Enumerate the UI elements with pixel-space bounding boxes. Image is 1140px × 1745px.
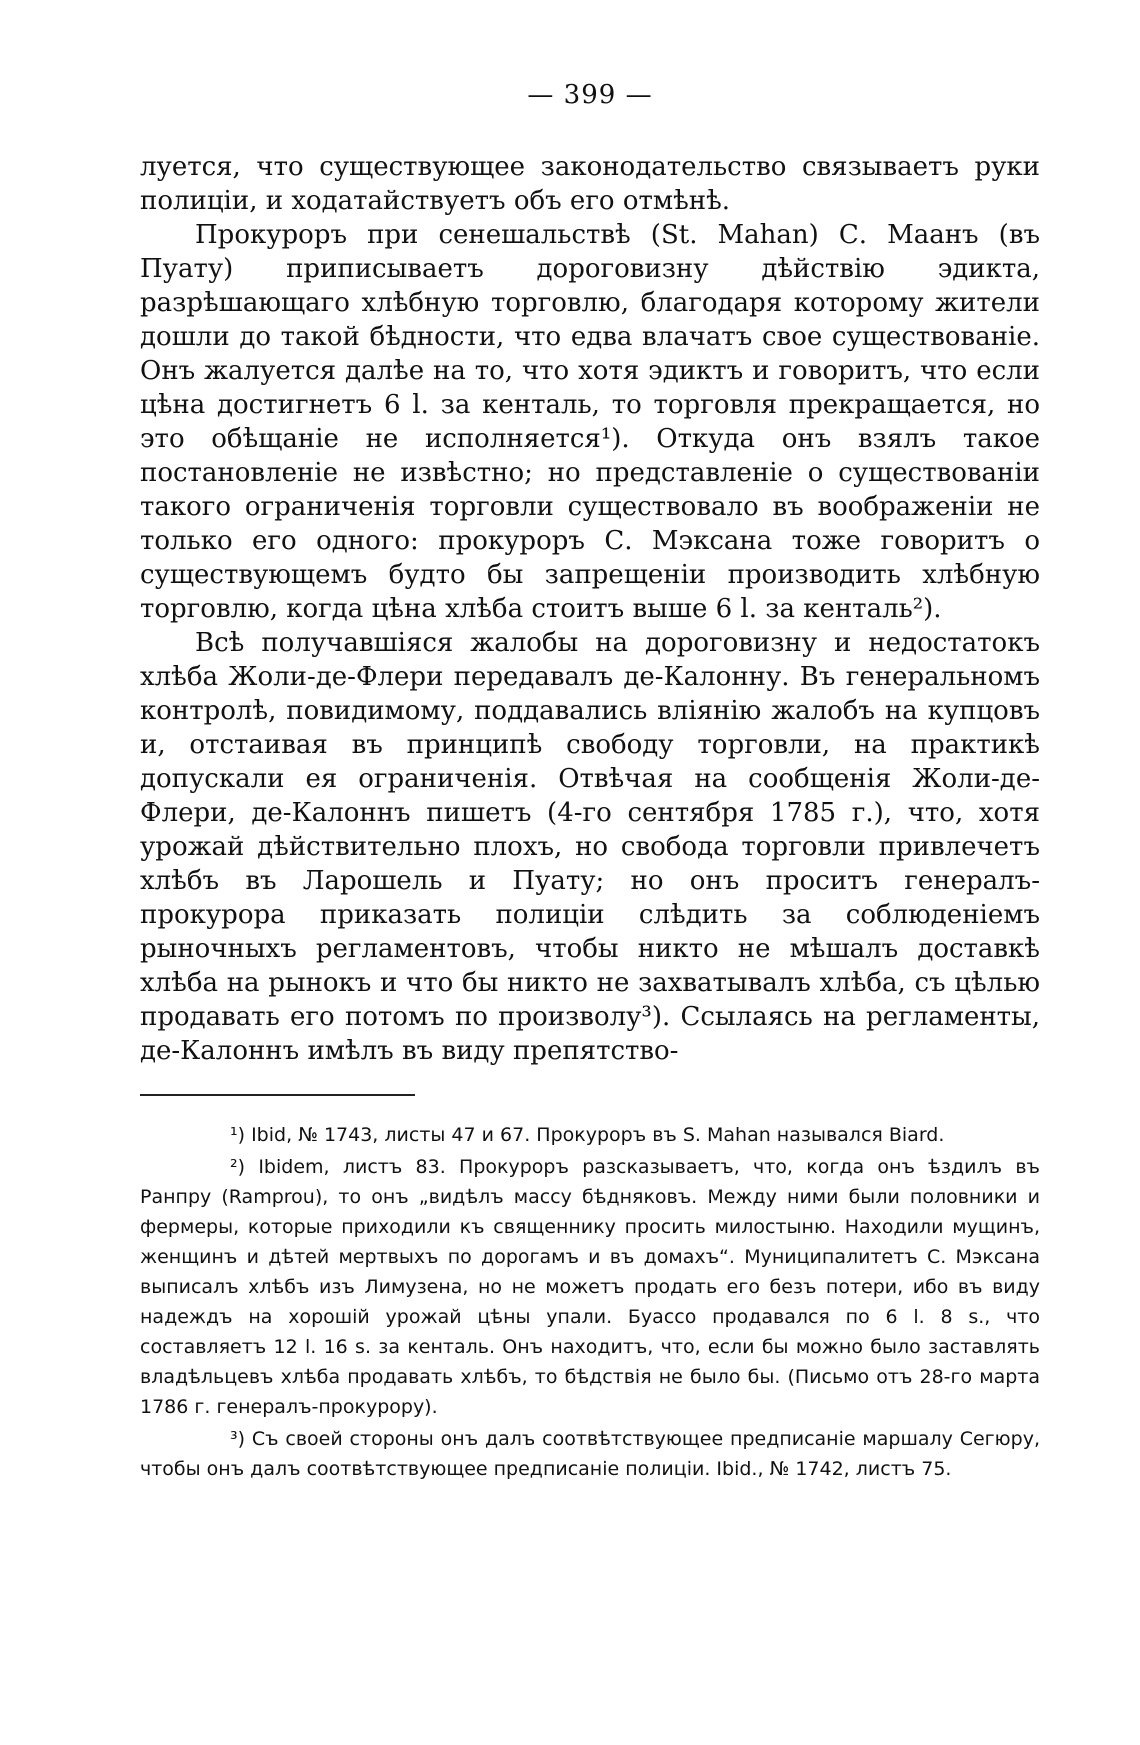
- footnote-2: ²) Ibidem, листъ 83. Прокуроръ разсказываетъ, что, когда онъ ѣздилъ въ Ранпру (Ramprou), то онъ „видѣлъ массу бѣдняковъ. Между ними были половники и фермеры, которые приходили къ священнику просить милостыню. Находили мущинъ, женщинъ и дѣтей мертвыхъ по дорогамъ и въ домахъ“. Муниципалитетъ С. Мэксана выписалъ хлѣбъ изъ Лимузена, но не можетъ продать его безъ потери, ибо въ виду надеждъ на хорошій урожай цѣны упали. Буассо продавался по 6 l. 8 s., что составляетъ 12 l. 16 s. за кенталь. Онъ находитъ, что, если бы можно было заставлять владѣльцевъ хлѣба продавать хлѣбъ, то бѣдствія не было бы. (Письмо отъ 28-го марта 1786 г. генералъ-прокурору).: [140, 1156, 1040, 1418]
- footnote-divider: [140, 1094, 415, 1096]
- page: [140, 80, 1040, 1486]
- page-number: — 399 —: [527, 80, 653, 110]
- paragraph-2: Прокуроръ при сенешальствѣ (St. Mahan) С. Маанъ (въ Пуату) приписываетъ дороговизну дѣйствію эдикта, разрѣшающаго хлѣбную торговлю, благодаря которому жители дошли до такой бѣдности, что едва влачатъ свое существованіе. Онъ жалуется далѣе на то, что хотя эдиктъ и говоритъ, что если цѣна достигнетъ 6 l. за кенталь, то торговля прекращается, но это обѣщаніе не исполняется¹). Откуда онъ взялъ такое постановленіе не извѣстно; но представленіе о существованіи такого ограниченія торговли существовало въ воображеніи не только его одного: прокуроръ С. Мэксана тоже говоритъ о существующемъ будто бы запрещеніи производить хлѣбную торговлю, когда цѣна хлѣба стоитъ выше 6 l. за кенталь²).: [140, 220, 1040, 624]
- paragraph-3: Всѣ получавшіяся жалобы на дороговизну и недостатокъ хлѣба Жоли-де-Флери передавалъ де-Калонну. Въ генеральномъ контролѣ, повидимому, поддавались вліянію жалобъ на купцовъ и, отстаивая въ принципѣ свободу торговли, на практикѣ допускали ея ограниченія. Отвѣчая на сообщенія Жоли-де-Флери, де-Калоннъ пишетъ (4-го сентября 1785 г.), что, хотя урожай дѣйствительно плохъ, но свобода торговли привлечетъ хлѣбъ въ Ларошель и Пуату; но онъ проситъ генералъ-прокурора приказать полиціи слѣдить за соблюденіемъ рыночныхъ регламентовъ, чтобы никто не мѣшалъ доставкѣ хлѣба на рынокъ и что бы никто не захватывалъ хлѣба, съ цѣлью продавать его потомъ по произволу³). Ссылаясь на регламенты, де-Калоннъ имѣлъ въ виду препятство-: [140, 628, 1040, 1066]
- footnotes: [140, 1120, 1040, 1484]
- paragraph-1: луется, что существующее законодательство связываетъ руки полиціи, и ходатайствуетъ объ его отмѣнѣ.: [140, 152, 1040, 216]
- body-text: [140, 150, 1040, 1068]
- footnote-1: ¹) Ibid, № 1743, листы 47 и 67. Прокуроръ въ S. Mahan назывался Biard.: [230, 1124, 945, 1146]
- footnote-3: ³) Съ своей стороны онъ далъ соотвѣтствующее предписаніе маршалу Сегюру, чтобы онъ далъ соотвѣтствующее предписаніе полиціи. Ibid., № 1742, листъ 75.: [140, 1428, 1040, 1480]
